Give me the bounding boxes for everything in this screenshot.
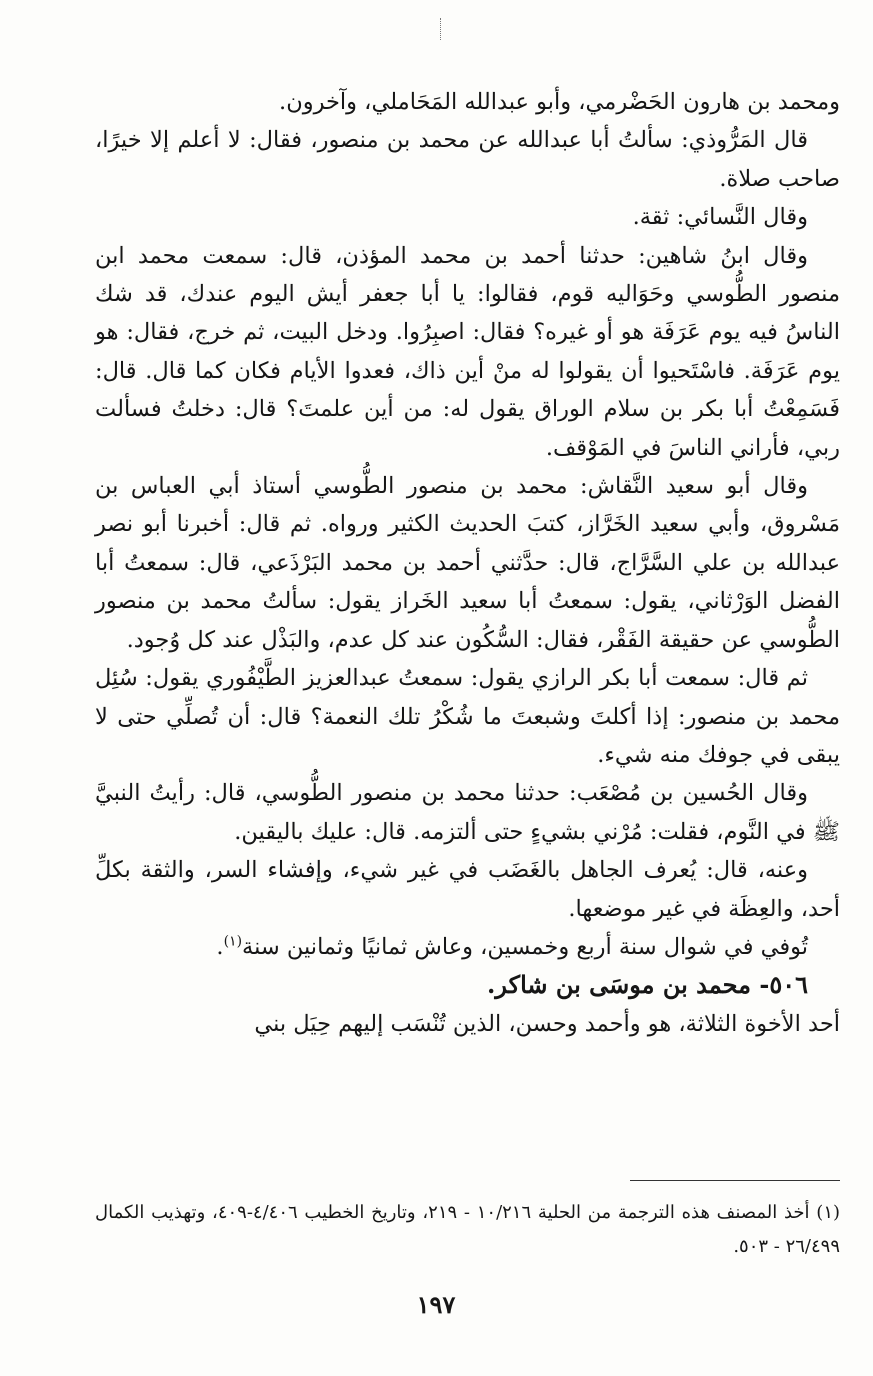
paragraph-nasai: وقال النَّسائي: ثقة. bbox=[632, 204, 808, 231]
page-number: ١٩٧ bbox=[416, 1290, 456, 1319]
paragraph-marwazi: قال المَرُّوذي: سألتُ أبا عبدالله عن محمد بن منصور، فقال: لا أعلم إلا خيرًا، صاحب صلاة. bbox=[95, 127, 840, 192]
paragraph-wa-anhu: وعنه، قال: يُعرف الجاهل بالغَضَب في غير شيء، وإفشاء السر، والثقة بكلِّ أحد، والعِظَة في غير موضعها. bbox=[95, 857, 840, 922]
footnotes bbox=[95, 1196, 840, 1264]
entry-heading: ٥٠٦- محمد بن موسَى بن شاكر. bbox=[487, 970, 808, 1000]
footnote-1: (١) أخذ المصنف هذه الترجمة من الحلية ١٠/٢١٦ - ٢١٩، وتاريخ الخطيب ٤/٤٠٦-٤٠٩، وتهذيب الكمال ٢٦/٤٩٩ - ٥٠٣. bbox=[95, 1202, 841, 1257]
paragraph-death: تُوفي في شوال سنة أربع وخمسين، وعاش ثمانيًا وثمانين سنة$^{(١)}$. bbox=[216, 933, 808, 960]
paragraph-husayn: وقال الحُسين بن مُصْعَب: حدثنا محمد بن منصور الطُّوسي، قال: رأيتُ النبيَّ ﷺ في النَّوم، فقلت: مُرْني بشيءٍ حتى ألتزمه. قال: عليك باليقين. bbox=[95, 780, 840, 845]
footnote-divider bbox=[630, 1180, 840, 1181]
entry-first-line: أحد الأخوة الثلاثة، هو وأحمد وحسن، الذين تُنْسَب إليهم حِيَل بني bbox=[254, 1010, 840, 1037]
footnote-reference[interactable]: (١) bbox=[223, 933, 243, 950]
death-note-text: تُوفي في شوال سنة أربع وخمسين، وعاش ثمانيًا وثمانين سنة bbox=[242, 933, 808, 960]
paragraph-ibn-shahin: وقال ابنُ شاهين: حدثنا أحمد بن محمد المؤذن، قال: سمعت محمد ابن منصور الطُّوسي وحَوَاليه قوم، فقالوا: يا أبا جعفر أيش اليوم عندك، قد شك الناسُ فيه يوم عَرَفَة هو أو غيره؟ فقال: اصبِرُوا. ودخل البيت، ثم خرج، فقال: هو يوم عَرَفَة. فاسْتَحيوا أن يقولوا له منْ أين ذاك، فعدوا الأيام فكان كما قال. قال: فَسَمِعْتُ أبا بكر بن سلام الوراق يقول له: من أين علمتَ؟ قال: دخلتُ فسألت ربي، فأراني الناسَ في المَوْقف. bbox=[95, 242, 840, 461]
paragraph-razi: ثم قال: سمعت أبا بكر الرازي يقول: سمعتُ عبدالعزيز الطَّيْفُوري يقول: سُئِل محمد بن منصور: إذا أكلتَ وشبعتَ ما شُكْرُ تلك النعمة؟ قال: أن تُصلِّي حتى لا يبقى في جوفك منه شيء. bbox=[95, 665, 840, 768]
top-dotted-mark bbox=[440, 18, 443, 40]
paragraph-naqqash: وقال أبو سعيد النَّقاش: محمد بن منصور الطُّوسي أستاذ أبي العباس بن مَسْروق، وأبي سعيد الخَرَّاز، كتبَ الحديث الكثير ورواه. ثم قال: أخبرنا أبو نصر عبدالله بن علي السَّرَّاج، قال: حدَّثني أحمد بن محمد البَرْذَعي، قال: سمعتُ أبا الفضل الوَرْثاني، يقول: سمعتُ أبا سعيد الخَراز يقول: سألتُ محمد بن منصور الطُّوسي عن حقيقة الفَقْر، فقال: السُّكُون عند كل عدم، والبَذْل عند كل وُجود. bbox=[95, 473, 840, 653]
paragraph-continuation: ومحمد بن هارون الحَضْرمي، وأبو عبدالله المَحَاملي، وآخرون. bbox=[279, 89, 840, 115]
main-text bbox=[95, 83, 840, 1043]
